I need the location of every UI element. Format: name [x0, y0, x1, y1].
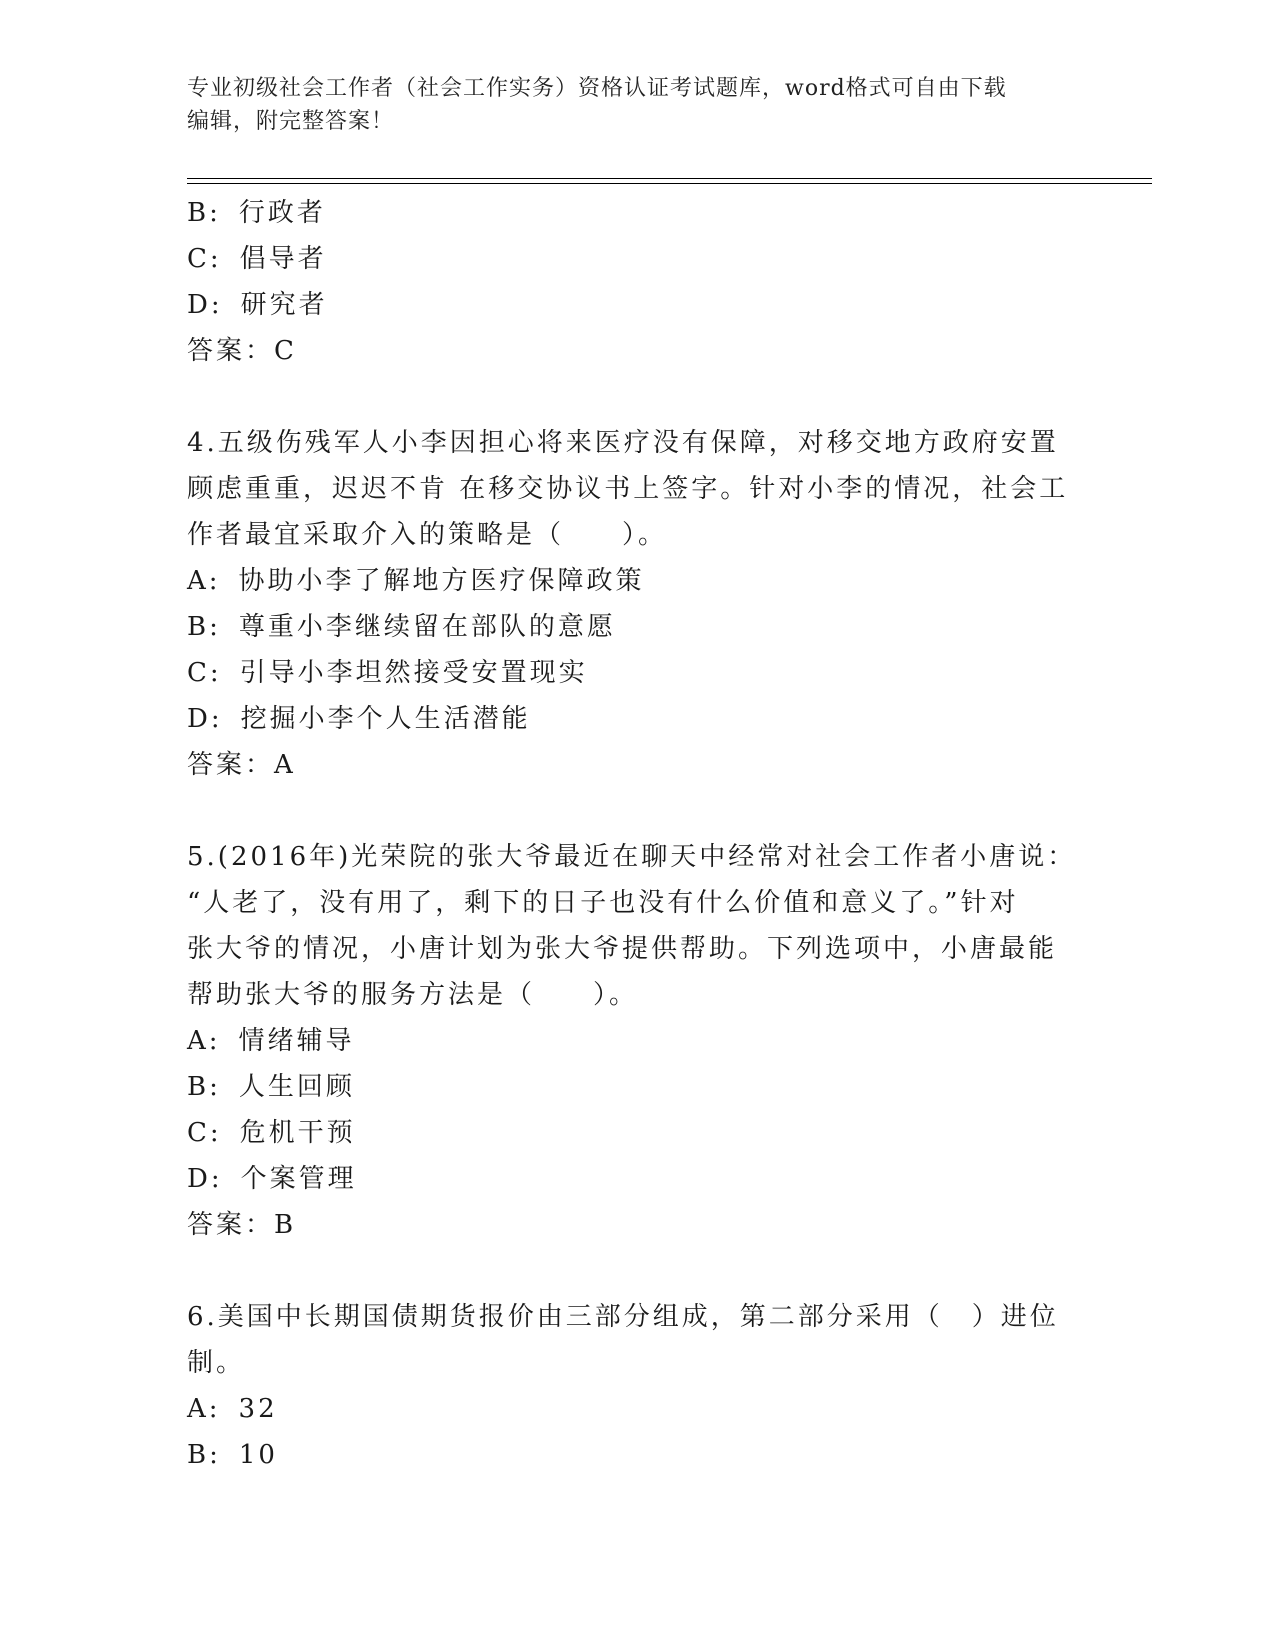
option-a: A: 32	[187, 1394, 278, 1424]
answer-value: A	[274, 750, 296, 780]
option-b: B: 人生回顾	[187, 1072, 355, 1102]
header-divider-bottom	[187, 183, 1152, 184]
question-6	[187, 1294, 1087, 1478]
answer-value: B	[274, 1210, 297, 1240]
answer-value: C	[274, 336, 297, 366]
option-d: D: 研究者	[187, 290, 328, 320]
question-5	[187, 834, 1087, 1248]
option-c: C: 危机干预	[187, 1118, 356, 1148]
answer-line: 答案：C	[187, 336, 297, 366]
option-c: C: 引导小李坦然接受安置现实	[187, 658, 588, 688]
header-line-1: 专业初级社会工作者（社会工作实务）资格认证考试题库，word格式可自由下载	[187, 76, 1007, 101]
option-d: D: 个案管理	[187, 1164, 357, 1194]
answer-line: 答案：B	[187, 1210, 297, 1240]
question-list	[187, 190, 1087, 1478]
option-b: B: 行政者	[187, 198, 326, 228]
header-divider-top	[187, 178, 1152, 179]
option-a: A: 协助小李了解地方医疗保障政策	[187, 566, 645, 596]
option-c: C: 倡导者	[187, 244, 327, 274]
question-3-continued	[187, 190, 1087, 374]
option-d: D: 挖掘小李个人生活潜能	[187, 704, 531, 734]
question-stem: 5.(2016年)光荣院的张大爷最近在聊天中经常对社会工作者小唐说： “人老了，没有用了，剩下的日子也没有什么价值和意义了。”针对 张大爷的情况，小唐计划为张大爷提供帮助。下列选项中，小唐最能 帮助张大爷的服务方法是（ ）。	[187, 842, 1077, 1010]
question-4	[187, 420, 1087, 788]
answer-line: 答案：A	[187, 750, 296, 780]
document-header	[187, 72, 1087, 138]
question-stem: 4.五级伤残军人小李因担心将来医疗没有保障，对移交地方政府安置 顾虑重重，迟迟不肯 在移交协议书上签字。针对小李的情况，社会工 作者最宜采取介入的策略是（ ）。	[187, 428, 1069, 550]
option-a: A: 情绪辅导	[187, 1026, 355, 1056]
option-b: B: 尊重小李继续留在部队的意愿	[187, 612, 616, 642]
question-stem: 6.美国中长期国债期货报价由三部分组成，第二部分采用（ ）进位 制。	[187, 1302, 1059, 1378]
header-line-2: 编辑，附完整答案！	[187, 109, 395, 134]
option-b: B: 10	[187, 1440, 278, 1470]
